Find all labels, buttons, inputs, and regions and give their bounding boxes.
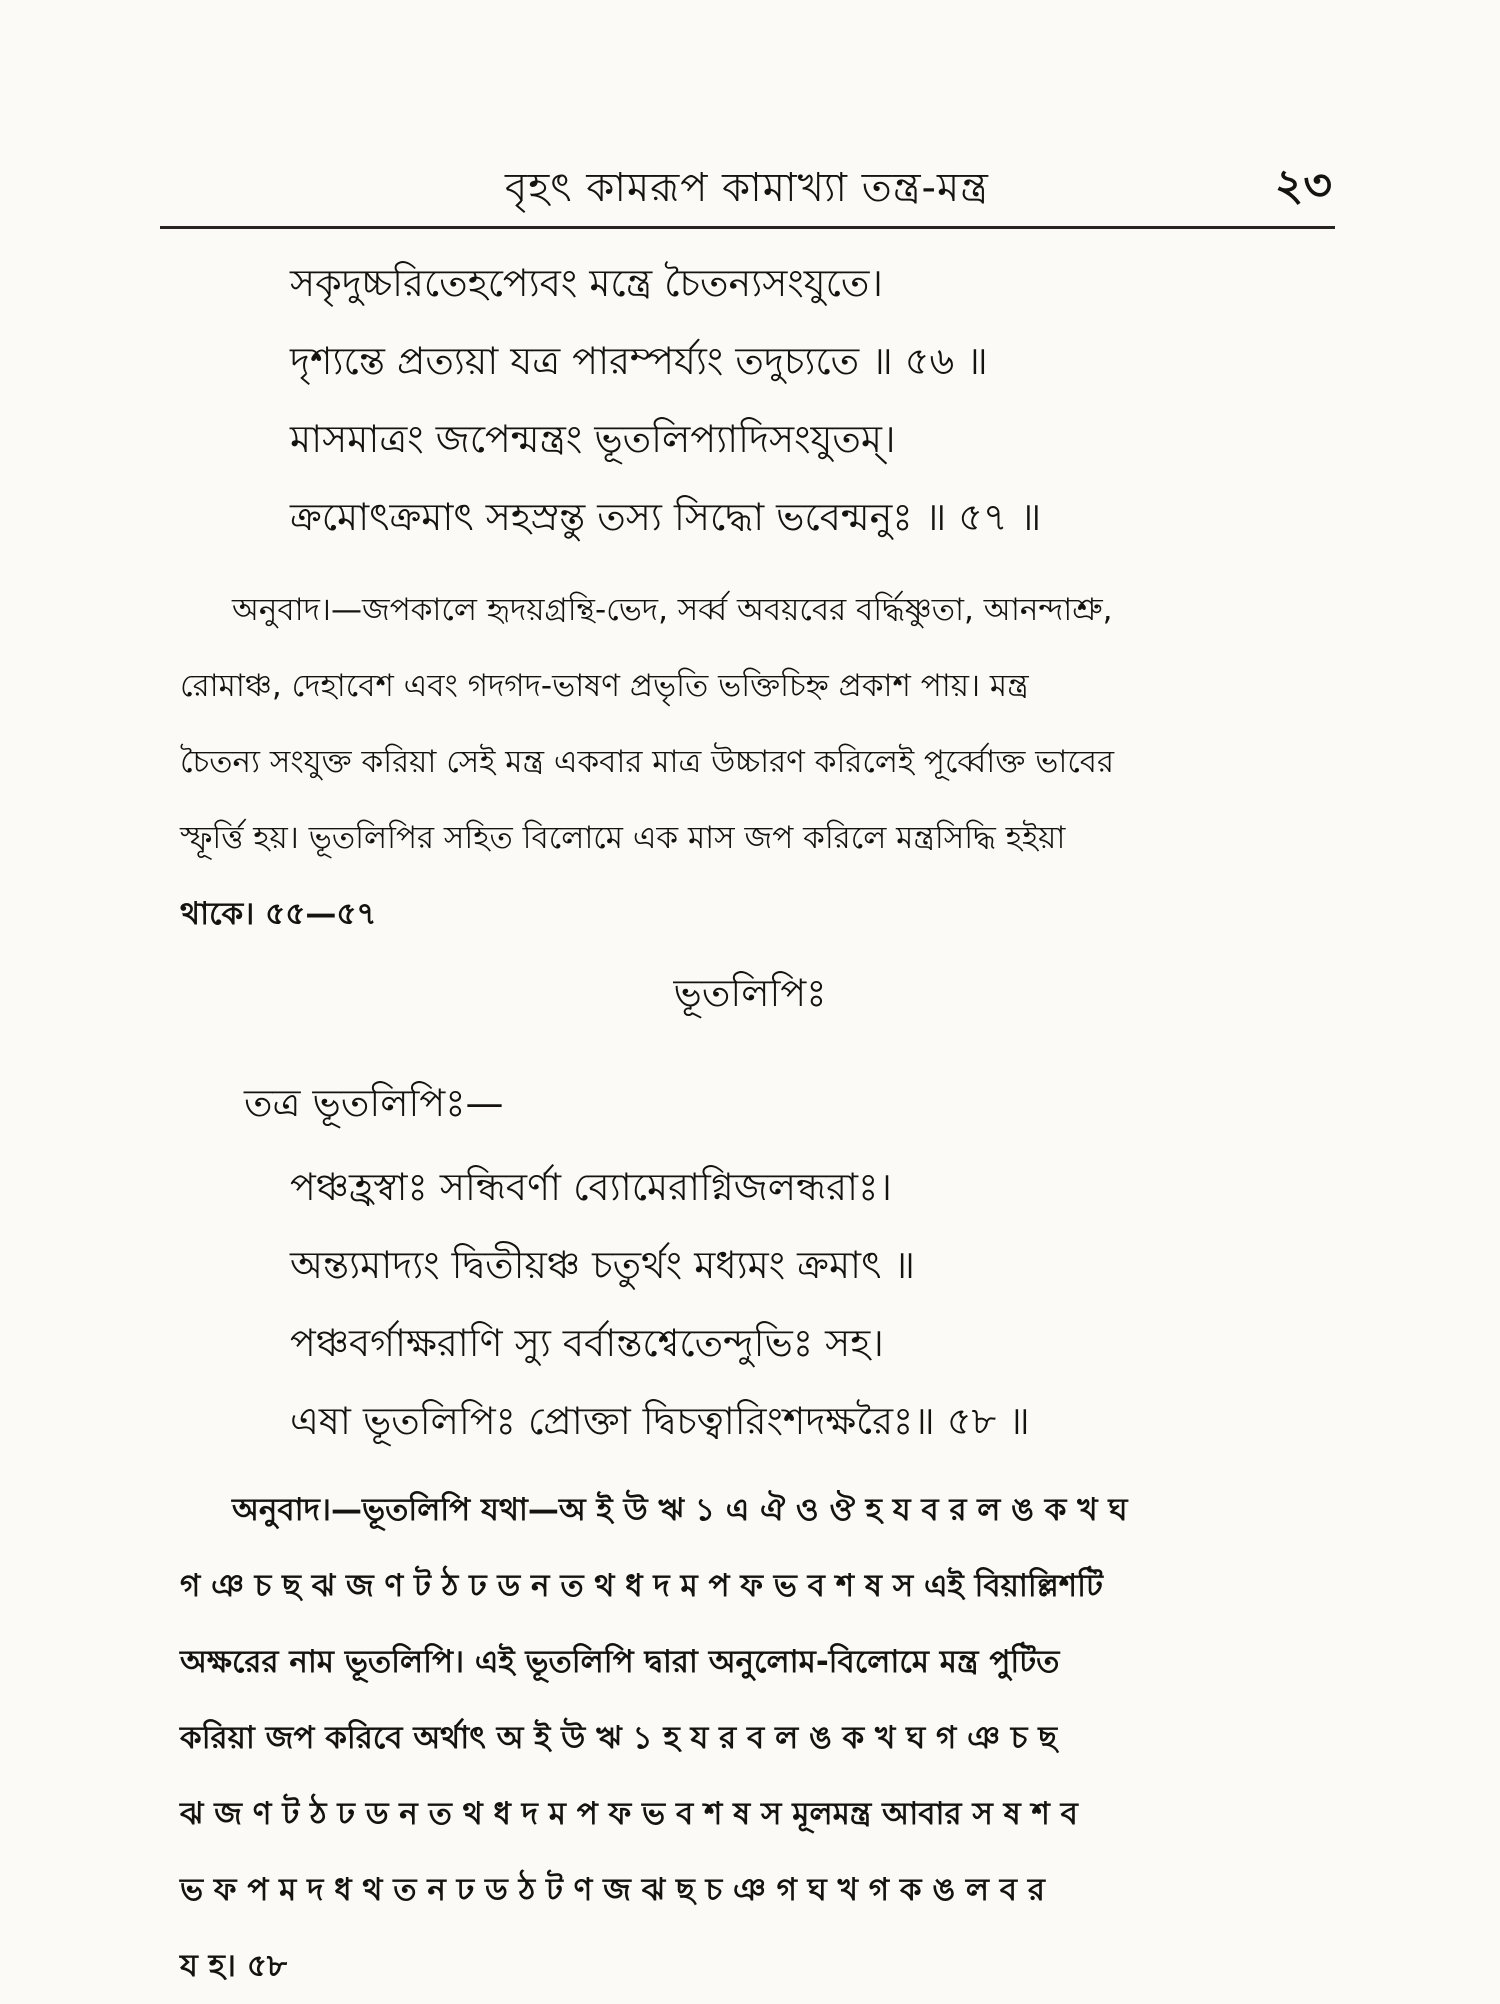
section-heading: ভূতলিপিঃ [673,971,827,1015]
translation-line: স্ফূর্ত্তি হয়। ভূতলিপির সহিত বিলোমে এক মাস জপ করিলে মন্ত্রসিদ্ধি হইয়া [180,820,1066,856]
page-header [162,148,1332,218]
translation-line: ভ ফ প ম দ ধ থ ত ন ঢ ড ঠ ট ণ জ ঝ ছ চ ঞ গ ঘ খ গ ক ঙ ল ব র [180,1872,1045,1908]
running-title: বৃহৎ কামরূপ কামাখ্যা তন্ত্র-মন্ত্র [505,165,989,211]
translation-line: অক্ষরের নাম ভূতলিপি। এই ভূতলিপি দ্বারা অনুলোম-বিলোমে মন্ত্র পুটিত [180,1644,1060,1680]
verse-line: মাসমাত্রং জপেন্মন্ত্রং ভূতলিপ্যাদিসংযুতম্। [290,417,896,461]
verse-line: ক্রমোৎক্রমাৎ সহস্রন্তু তস্য সিদ্ধো ভবেন্মনুঃ ॥ ৫৭ ॥ [290,495,1042,539]
translation-line: চৈতন্য সংযুক্ত করিয়া সেই মন্ত্র একবার মাত্র উচ্চারণ করিলেই পূর্ব্বোক্ত ভাবের [180,744,1115,780]
translation-line: রোমাঞ্চ, দেহাবেশ এবং গদগদ-ভাষণ প্রভৃতি ভক্তিচিহ্ন প্রকাশ পায়। মন্ত্র [180,668,1029,704]
translation-58 [180,1472,1330,2004]
verse-line: দৃশ্যন্তে প্রত্যয়া যত্র পারম্পর্য্যং তদুচ্যতে ॥ ৫৬ ॥ [290,339,988,383]
translation-line: ঝ জ ণ ট ঠ ঢ ড ন ত থ ধ দ ম প ফ ভ ব শ ষ স মূলমন্ত্র আবার স ষ শ ব [180,1796,1078,1832]
verse-block-58 [290,1148,1330,1460]
translation-line: অনুবাদ।—জপকালে হৃদয়গ্রন্থি-ভেদ, সর্ব্ব অবয়বের বর্দ্ধিষ্ণুতা, আনন্দাশ্রু, [232,592,1113,628]
translation-55-57 [180,572,1330,952]
verse-line: পঞ্চহ্রস্বাঃ সন্ধিবর্ণা ব্যোমেরাগ্নিজলন্ধরাঃ। [290,1165,892,1209]
verse-block-56-57 [290,244,1330,556]
translation-line: য হ। ৫৮ [180,1948,288,1984]
verse-line: এষা ভূতলিপিঃ প্রোক্তা দ্বিচত্বারিংশদক্ষরৈঃ॥ ৫৮ ॥ [290,1399,1030,1443]
verse-line: অন্ত্যমাদ্যং দ্বিতীয়ঞ্চ চতুর্থং মধ্যমং ক্রমাৎ ॥ [290,1243,915,1287]
intro-line: তত্র ভূতলিপিঃ— [244,1081,504,1125]
verse-line: সকৃদুচ্চরিতেহপ্যেবং মন্ত্রে চৈতন্যসংযুতে। [290,261,883,305]
page-number: ২৩ [1274,160,1332,211]
header-rule [160,226,1335,229]
verse-line: পঞ্চবর্গাক্ষরাণি স্যু বর্বান্তশ্বেতেন্দুভিঃ সহ। [290,1321,884,1365]
translation-line: করিয়া জপ করিবে অর্থাৎ অ ই উ ঋ ১ হ য র ব ল ঙ ক খ ঘ গ ঞ চ ছ [180,1720,1057,1756]
translation-line: অনুবাদ।—ভূতলিপি যথা—অ ই উ ঋ ১ এ ঐ ও ঔ হ য ব র ল ঙ ক খ ঘ [232,1492,1128,1528]
translation-line: গ ঞ চ ছ ঝ জ ণ ট ঠ ঢ ড ন ত থ ধ দ ম প ফ ভ ব শ ষ স এই বিয়াল্লিশটি [180,1568,1103,1604]
translation-line: থাকে। ৫৫—৫৭ [180,896,377,932]
